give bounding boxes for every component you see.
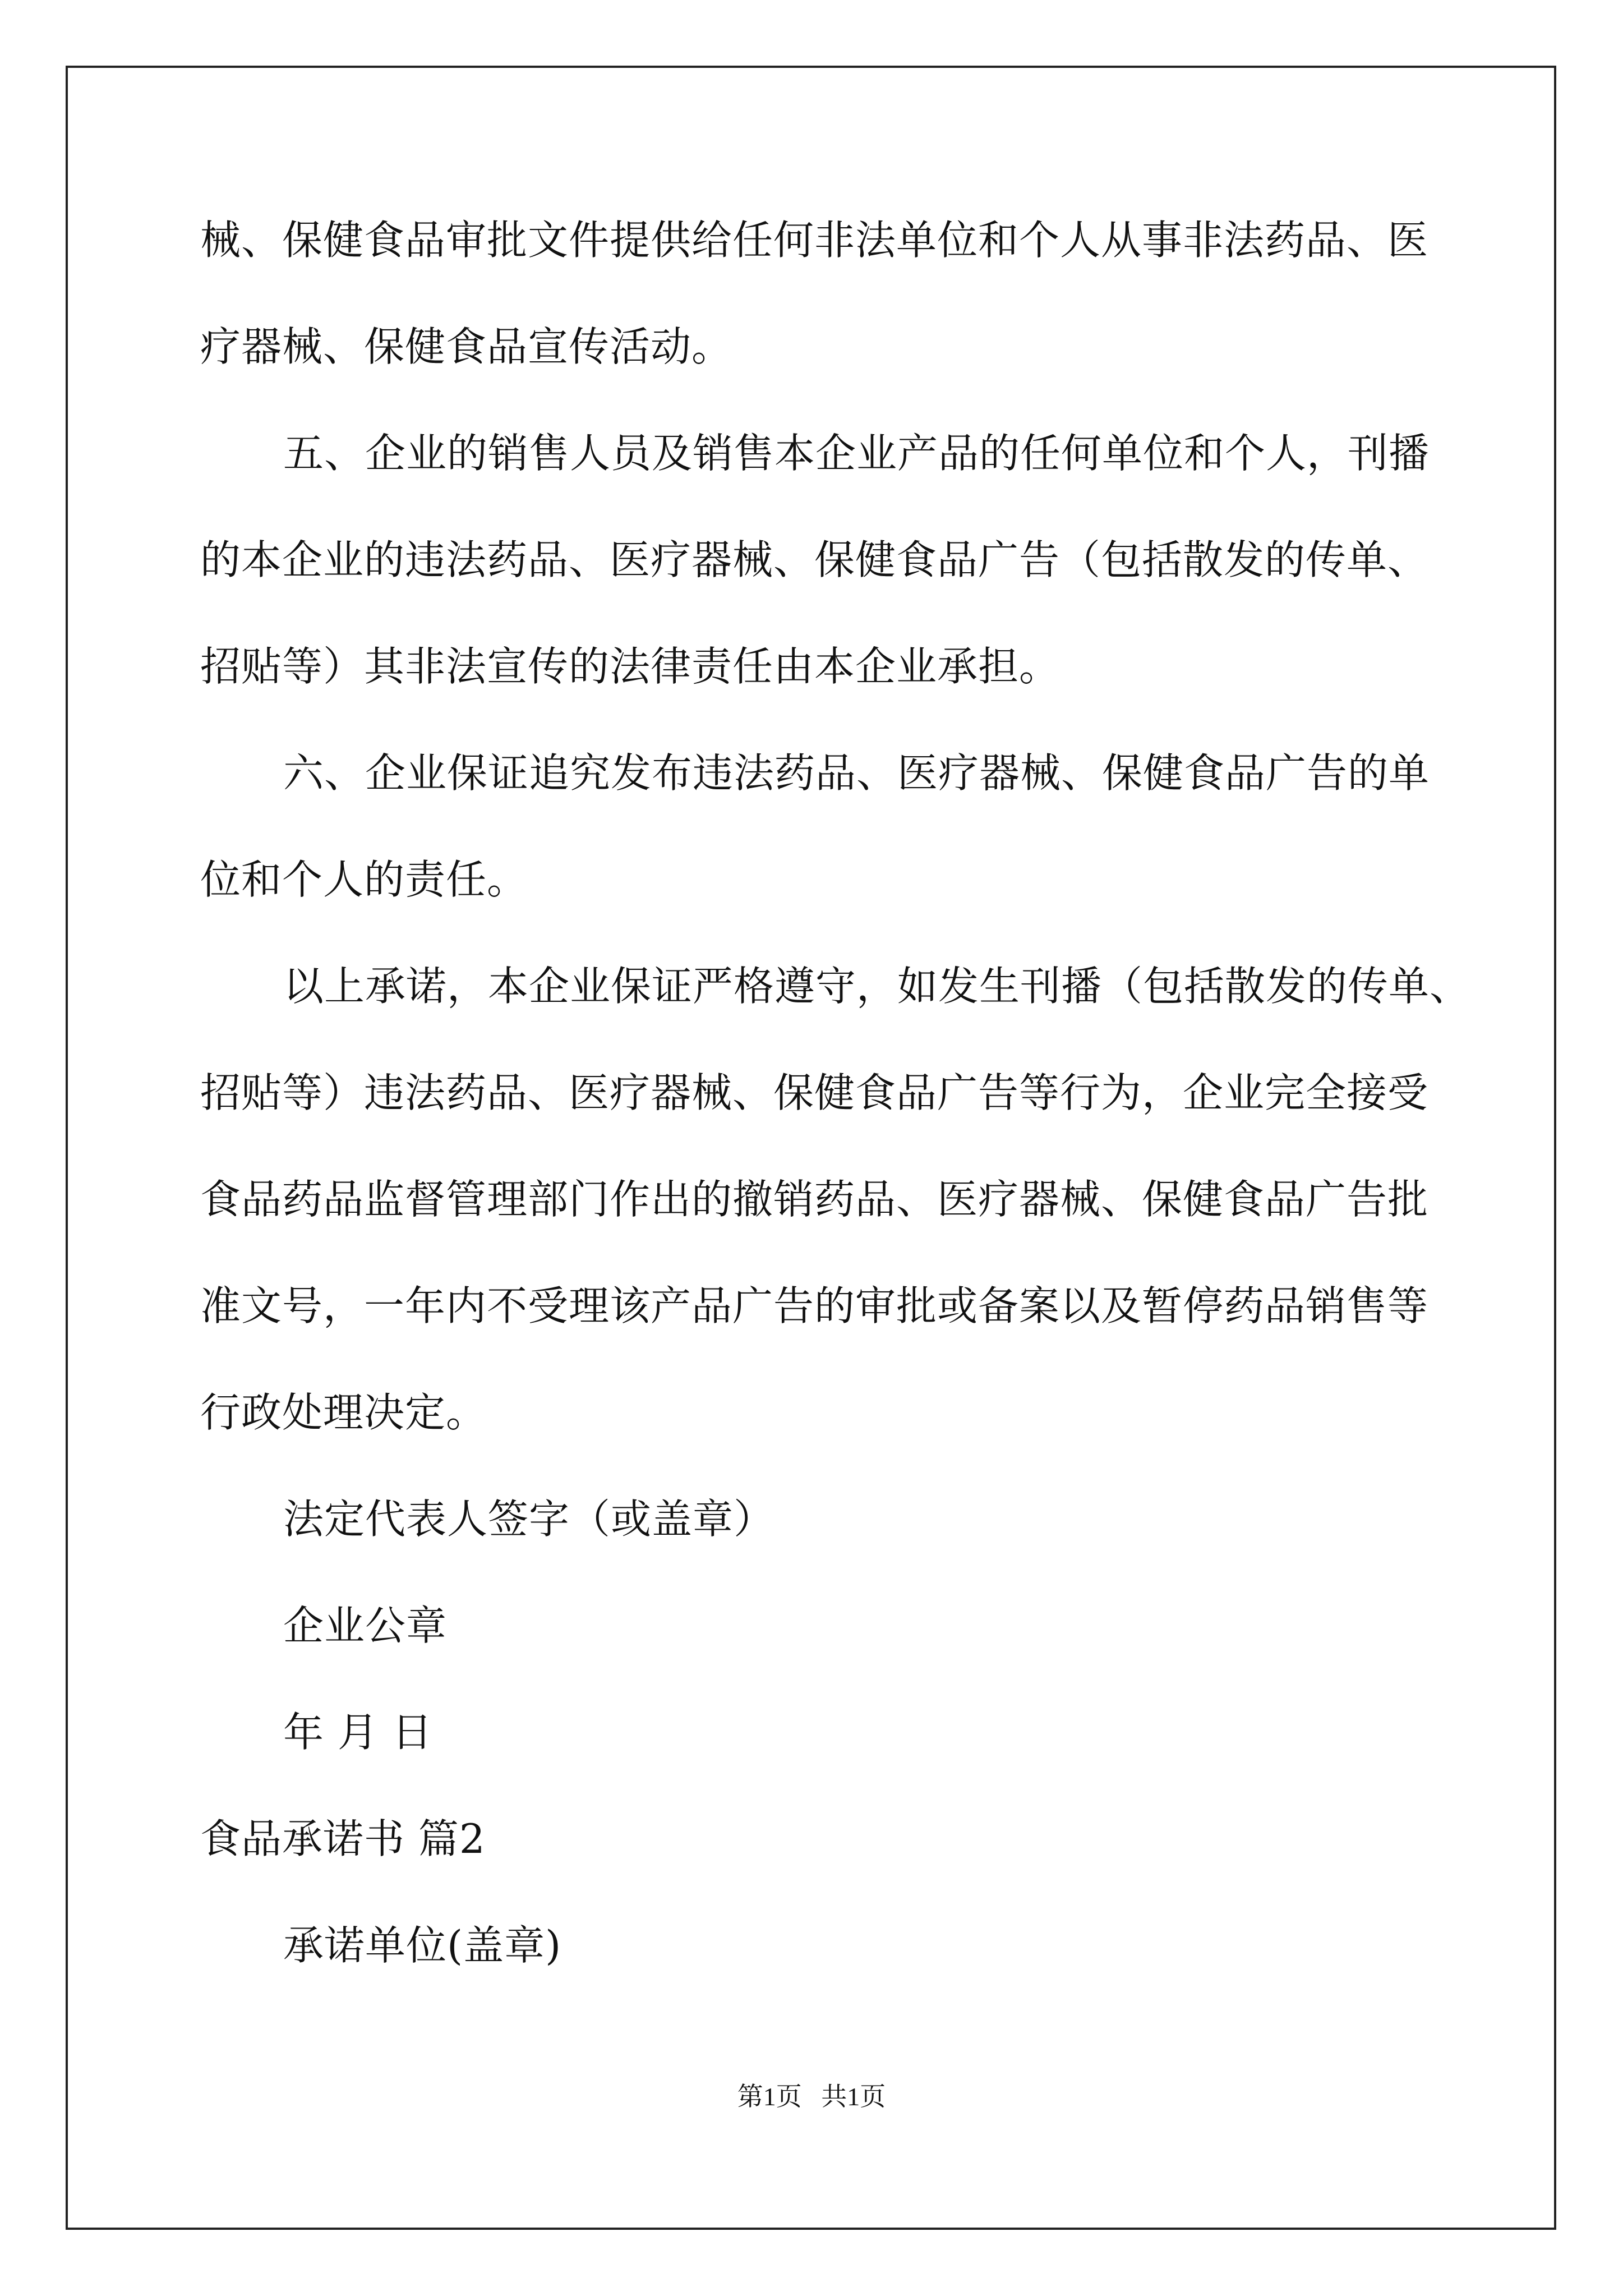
company-seal-line: 企业公章 [283,1602,448,1649]
page-number-footer: 第1页 共1页 [737,2082,886,2111]
paragraph-six-start: 六、企业保证追究发布违法药品、医疗器械、保健食品广告的单 [283,749,1430,797]
text-line: 疗器械、保健食品宣传活动。 [200,323,733,370]
text-line: 招贴等）其非法宣传的法律责任由本企业承担。 [200,643,1061,690]
committing-unit-line: 承诺单位(盖章) [283,1922,562,1969]
text-line: 位和个人的责任。 [200,856,528,903]
signature-line: 法定代表人签字（或盖章） [283,1496,775,1543]
text-line: 械、保健食品审批文件提供给任何非法单位和个人从事非法药品、医 [200,217,1429,264]
text-line: 行政处理决定。 [200,1389,487,1436]
text-line: 的本企业的违法药品、医疗器械、保健食品广告（包括散发的传单、 [200,536,1429,583]
text-line: 食品药品监督管理部门作出的撤销药品、医疗器械、保健食品广告批 [200,1176,1429,1223]
page-border [66,66,1556,2230]
date-line: 年 月 日 [283,1709,433,1756]
text-line: 招贴等）违法药品、医疗器械、保健食品广告等行为，企业完全接受 [200,1069,1429,1116]
commitment-paragraph-start: 以上承诺，本企业保证严格遵守，如发生刊播（包括散发的传单、 [283,963,1471,1010]
paragraph-five-start: 五、企业的销售人员及销售本企业产品的任何单位和个人，刊播 [283,430,1430,477]
text-line: 准文号，一年内不受理该产品广告的审批或备案以及暂停药品销售等 [200,1282,1429,1329]
section-heading: 食品承诺书 篇2 [200,1815,486,1862]
